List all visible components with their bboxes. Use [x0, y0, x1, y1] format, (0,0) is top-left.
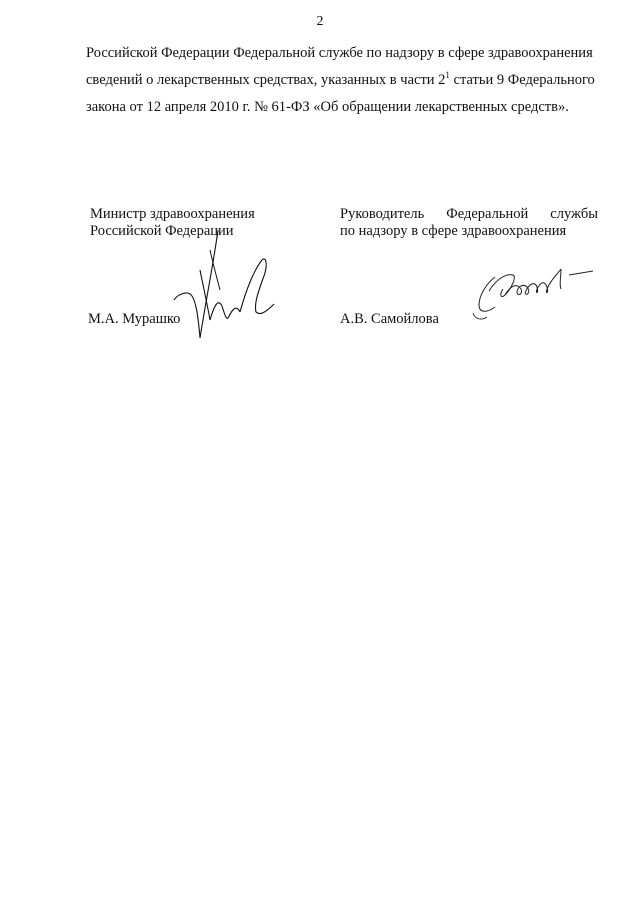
signatory-left-name: М.А. Мурашко	[88, 311, 181, 327]
handwritten-signature-icon	[465, 255, 605, 325]
signatory-left-title-line-2: Российской Федерации	[90, 223, 234, 239]
body-paragraph	[86, 40, 595, 121]
body-line-2	[86, 67, 595, 94]
signatory-left-title	[90, 206, 290, 240]
signatory-right-name: А.В. Самойлова	[340, 311, 439, 327]
signatory-right-title-line-1: Руководитель Федеральной службы	[340, 206, 598, 222]
body-line-1: Российской Федерации Федеральной службе по надзору в сфере здравоохранения	[86, 45, 593, 61]
superscript: 1	[445, 70, 450, 81]
signatory-left-title-line-1: Министр здравоохранения	[90, 206, 255, 222]
body-line-2-start: сведений о лекарственных средствах, указанных в части 2	[86, 72, 446, 88]
signatory-right-title	[340, 206, 598, 240]
body-line-2-end: статьи 9 Федерального	[449, 72, 595, 88]
signatory-right-title-line-2: по надзору в сфере здравоохранения	[340, 223, 567, 239]
page-number: 2	[316, 14, 324, 29]
body-line-3: закона от 12 апреля 2010 г. № 61-ФЗ «Об обращении лекарственных средств».	[86, 99, 569, 115]
